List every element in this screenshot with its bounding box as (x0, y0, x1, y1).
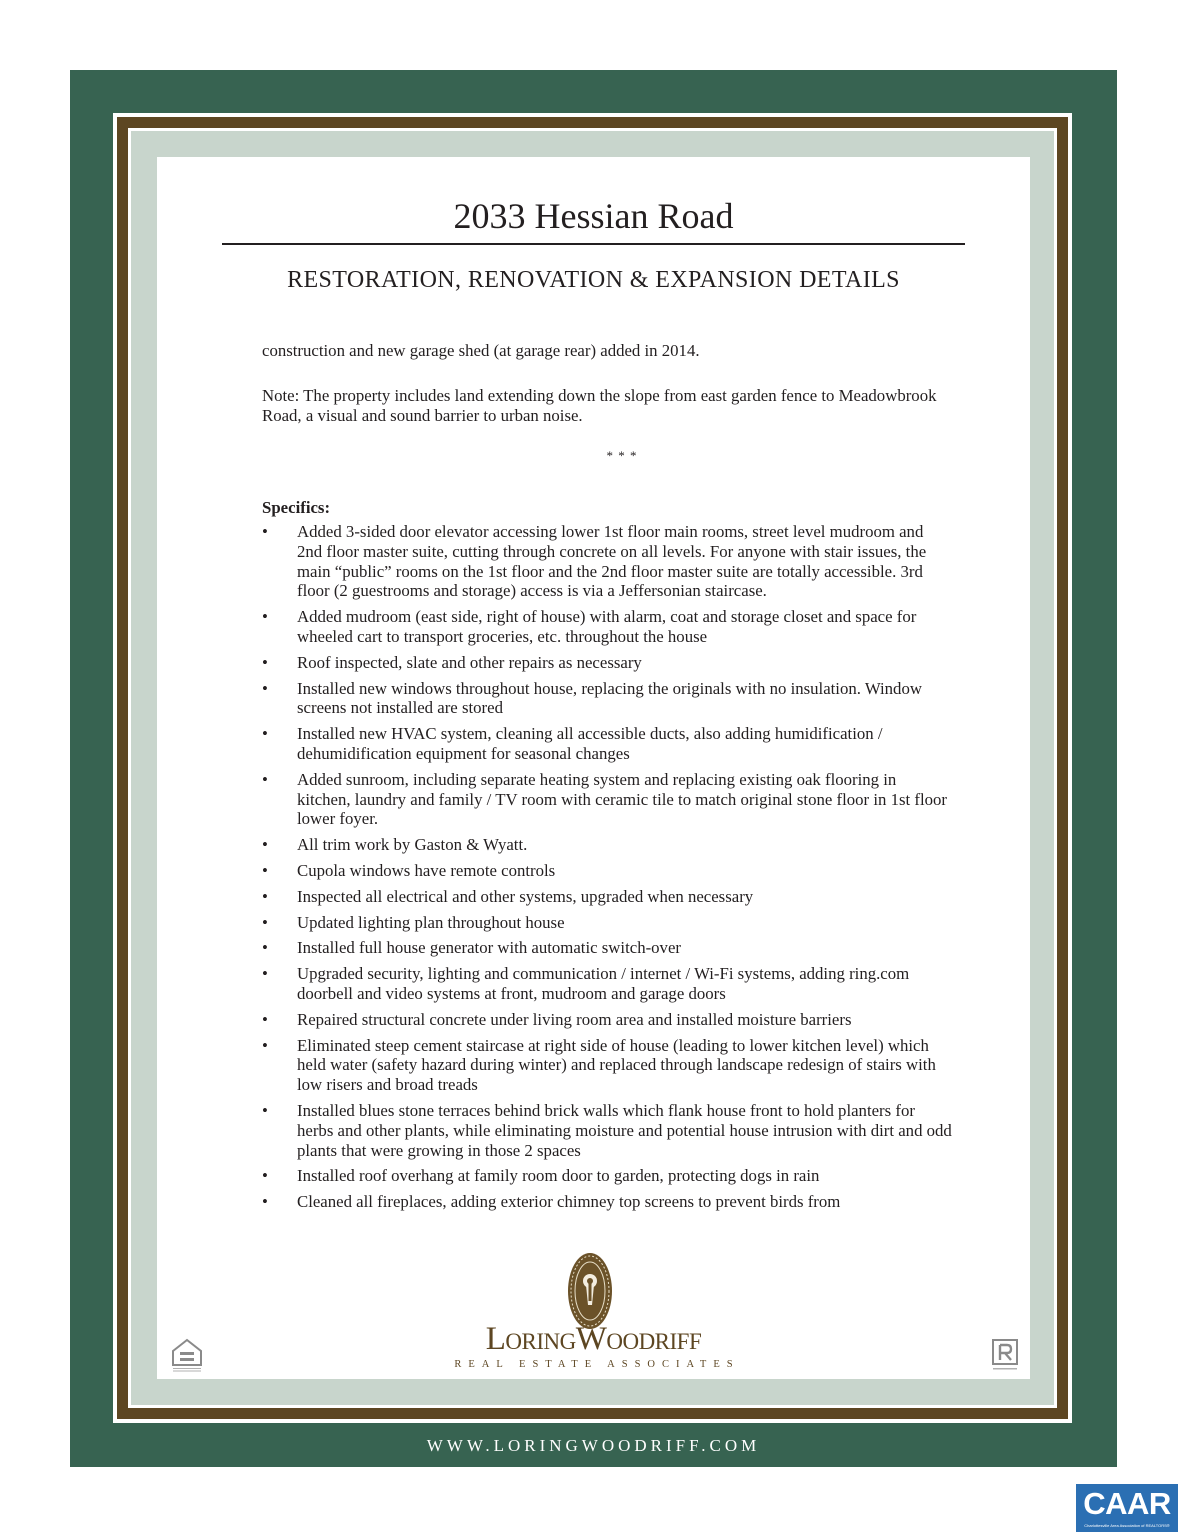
specifics-item-text: Added mudroom (east side, right of house) with alarm, coat and storage closet and space for wheeled cart to transport groceries, etc. throughout the house (297, 607, 917, 646)
document-body (262, 341, 952, 1218)
specifics-list-item (262, 861, 952, 881)
specifics-list-item (262, 1166, 952, 1186)
specifics-item-text: Roof inspected, slate and other repairs as necessary (297, 652, 642, 672)
specifics-list-item (262, 938, 952, 958)
bullet-icon: • (262, 1035, 268, 1055)
specifics-heading: Specifics: (262, 498, 331, 518)
intro-paragraph: construction and new garage shed (at garage rear) added in 2014. (262, 341, 700, 360)
specifics-item-text: Repaired structural concrete under living room area and installed moisture barriers (297, 1009, 852, 1029)
caar-badge-text: CAAR (1083, 1486, 1171, 1521)
note-paragraph: Note: The property includes land extending down the slope from east garden fence to Meadowbrook Road, a visual and sound barrier to urban noise. (262, 385, 937, 425)
caar-badge-tagline: Charlottesville Area Association of REALTORS® (1084, 1523, 1170, 1528)
document-page (157, 157, 1030, 1379)
bullet-icon: • (262, 964, 268, 984)
specifics-list-item (262, 1192, 952, 1212)
specifics-item-text: Installed blues stone terraces behind brick walls which flank house front to hold planters for herbs and other plants, while eliminating moisture and potential house intrusion with dirt and odd plants that were growing in those 2 spaces (297, 1100, 952, 1160)
document-subtitle: RESTORATION, RENOVATION & EXPANSION DETAILS (287, 267, 900, 293)
bullet-icon: • (262, 1100, 268, 1120)
specifics-item-text: Upgraded security, lighting and communication / internet / Wi-Fi systems, adding ring.com doorbell and video systems at front, mudroom and garage doors (297, 964, 910, 1003)
caar-badge (1076, 1484, 1178, 1532)
specifics-item-text: Installed roof overhang at family room door to garden, protecting dogs in rain (297, 1166, 820, 1186)
bullet-icon: • (262, 1009, 268, 1029)
bullet-icon: • (262, 607, 268, 627)
specifics-item-text: All trim work by Gaston & Wyatt. (297, 835, 528, 855)
specifics-list-item (262, 724, 952, 764)
specifics-list-item (262, 1101, 952, 1160)
specifics-list-item (262, 522, 952, 601)
specifics-list-item (262, 653, 952, 673)
specifics-list-item (262, 607, 952, 647)
specifics-item-text: Installed new HVAC system, cleaning all accessible ducts, also adding humidification / dehumidification equipment for seasonal changes (297, 724, 883, 763)
bullet-icon: • (262, 1192, 268, 1212)
specifics-item-text: Installed new windows throughout house, replacing the originals with no insulation. Window screens not installed are stored (297, 678, 922, 718)
specifics-item-text: Added 3-sided door elevator accessing lower 1st floor main rooms, street level mudroom and 2nd floor master suite, cutting through concrete on all levels. For anyone with stair issues, the main “public” rooms on the 1st floor and the 2nd floor master suite are totally accessible. 3rd floor (2 guestrooms and storage) access is via a Jeffersonian staircase. (297, 521, 927, 601)
bullet-icon: • (262, 912, 268, 932)
bullet-icon: • (262, 652, 268, 672)
specifics-list (262, 522, 952, 1212)
realtor-icon (990, 1337, 1020, 1373)
bullet-icon: • (262, 886, 268, 906)
specifics-list-item (262, 913, 952, 933)
specifics-list-item (262, 887, 952, 907)
specifics-list-item (262, 679, 952, 719)
bullet-icon: • (262, 724, 268, 744)
specifics-item-text: Updated lighting plan throughout house (297, 912, 565, 932)
title-divider (222, 243, 965, 245)
bullet-icon: • (262, 860, 268, 880)
brand-logo-tagline: REAL ESTATE ASSOCIATES (454, 1359, 740, 1370)
bullet-icon: • (262, 678, 268, 698)
specifics-item-text: Installed full house generator with automatic switch-over (297, 938, 681, 958)
specifics-list-item (262, 1010, 952, 1030)
specifics-list-item (262, 770, 952, 829)
bullet-icon: • (262, 769, 268, 789)
specifics-item-text: Eliminated steep cement staircase at right side of house (leading to lower kitchen level) which held water (safety hazard during winter) and replaced through landscape redesign of stairs with low risers and broad treads (297, 1035, 936, 1095)
specifics-list-item (262, 1036, 952, 1095)
bullet-icon: • (262, 835, 268, 855)
document-title: 2033 Hessian Road (453, 196, 734, 236)
brand-logo-name: LoringWoodriff (485, 1321, 702, 1357)
specifics-item-text: Cupola windows have remote controls (297, 860, 556, 880)
specifics-list-item (262, 835, 952, 855)
bullet-icon: • (262, 521, 268, 541)
bullet-icon: • (262, 938, 268, 958)
website-url[interactable]: WWW.LORINGWOODRIFF.COM (426, 1436, 761, 1455)
section-separator: * * * (606, 448, 638, 464)
specifics-item-text: Cleaned all fireplaces, adding exterior chimney top screens to prevent birds from (297, 1192, 841, 1212)
bullet-icon: • (262, 1166, 268, 1186)
specifics-item-text: Added sunroom, including separate heating system and replacing existing oak flooring in kitchen, laundry and family / TV room with ceramic tile to match original stone floor in 1st floor lower foyer. (297, 769, 947, 829)
specifics-item-text: Inspected all electrical and other systems, upgraded when necessary (297, 886, 754, 906)
specifics-list-item (262, 964, 952, 1004)
